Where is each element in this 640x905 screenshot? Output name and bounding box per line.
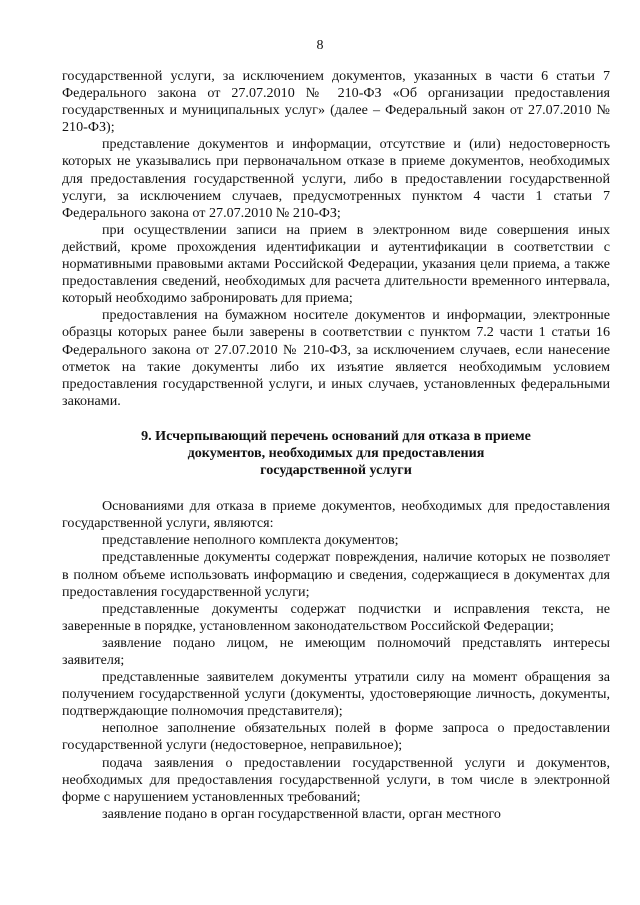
list-item-incomplete-set: представление неполного комплекта документов;: [102, 532, 399, 549]
page-number: 8: [316, 38, 324, 53]
list-item-corrections: представленные документы содержат подчистки и исправления текста, не заверенные в порядке, установленном законодательством Российской Федерации;: [62, 600, 610, 634]
paragraph-grounds-documents-info: представление документов и информации, отсутствие и (или) недостоверность которых не указывались при первоначальном отказе в приеме документов, необходимых для предоставления государственной услуги, либо в предоставлении государственной услуги, за исключением случаев, предусмотренных пунктом 4 части 1 статьи 7 Федерального закона от 27.07.2010 № 210-ФЗ;: [62, 136, 610, 221]
section-heading-line-3: государственной услуги: [260, 462, 412, 479]
section-heading-line-1: 9. Исчерпывающий перечень оснований для отказа в приеме: [141, 427, 531, 444]
section-heading: [62, 428, 610, 479]
paragraph-continuation: государственной услуги, за исключением документов, указанных в части 6 статьи 7 Федерального закона от 27.07.2010 № 210-ФЗ «Об организации предоставления государственных и муниципальных услуг» (далее – Федеральный закон от 27.07.2010 № 210-ФЗ);: [62, 68, 610, 136]
paragraph-refusal-intro: Основаниями для отказа в приеме документов, необходимых для предоставления государственной услуги, являются:: [62, 498, 610, 532]
list-item-electronic-violation: подача заявления о предоставлении государственной услуги и документов, необходимых для предоставления государственной услуги, в том числе в электронной форме с нарушением установленных требований;: [62, 754, 610, 805]
document-body: [62, 68, 610, 823]
list-item-expired-documents: представленные заявителем документы утратили силу на момент обращения за получением государственной услуги (документы, удостоверяющие личность, документы, подтверждающие полномочия представителя);: [62, 669, 610, 720]
paragraph-grounds-electronic-appointment: при осуществлении записи на прием в электронном виде совершения иных действий, кроме прохождения идентификации и аутентификации в соответствии с нормативными правовыми актами Российской Федерации, указания цели приема, а также предоставления сведений, необходимых для расчета длительности временного интервала, который необходимо забронировать для приема;: [62, 221, 610, 307]
list-item-no-authority: заявление подано лицом, не имеющим полномочий представлять интересы заявителя;: [62, 634, 610, 668]
section-heading-line-2: документов, необходимых для предоставления: [187, 444, 485, 461]
list-item-wrong-authority: заявление подано в орган государственной власти, орган местного: [102, 805, 501, 822]
paragraph-grounds-paper-copies: предоставления на бумажном носителе документов и информации, электронные образцы которых ранее были заверены в соответствии с пунктом 7.2 части 1 статьи 16 Федерального закона от 27.07.2010 № 210-ФЗ, за исключением случаев, если нанесение отметок на такие документы либо их изъятие является необходимым условием предоставления государственной услуги, и иных случаев, установленных федеральными законами.: [62, 307, 610, 409]
list-item-damaged-documents: представленные документы содержат повреждения, наличие которых не позволяет в полном объеме использовать информацию и сведения, содержащиеся в документах для предоставления государственной услуги;: [62, 549, 610, 600]
list-item-incomplete-fields: неполное заполнение обязательных полей в форме запроса о предоставлении государственной услуги (недостоверное, неправильное);: [62, 720, 610, 754]
